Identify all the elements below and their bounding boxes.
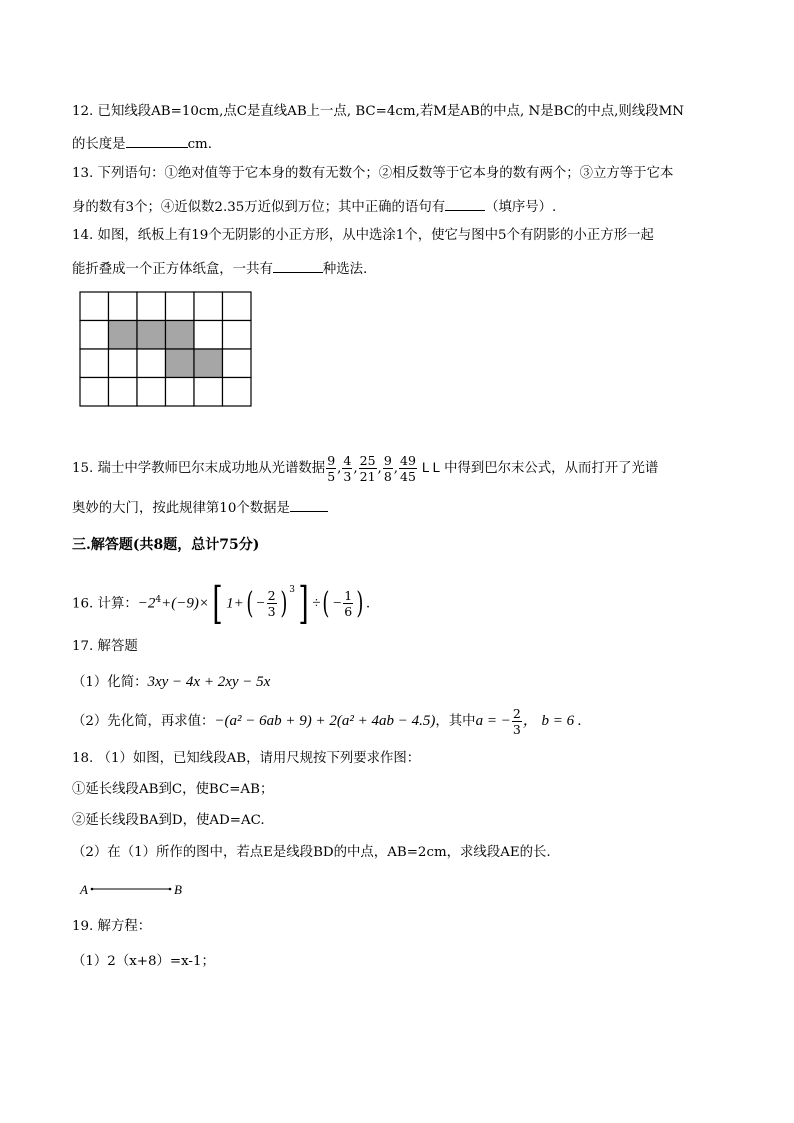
q15-fraction (383, 453, 393, 484)
q16-label: 16. 计算： (72, 596, 138, 612)
grid-cell[interactable] (223, 378, 252, 407)
q15-fraction (359, 453, 377, 484)
q13-line2-pre: 身的数有3个；④近似数2.35万近似到万位；其中正确的语句有 (72, 200, 446, 215)
q15-fraction (326, 453, 336, 484)
grid-cell[interactable] (223, 292, 252, 321)
q12-line2-pre: 的长度是 (72, 137, 126, 152)
q14-line2-post: 种选法. (322, 262, 368, 277)
grid-cell[interactable] (166, 292, 195, 321)
q17-p2-b: ， b = 6 . (522, 713, 582, 729)
q15-fraction-comma: , (337, 461, 342, 476)
q17-p2-expr: −(a² − 6ab + 9) + 2(a² + 4ab − 4.5) (214, 713, 436, 729)
q16-left-paren: ( (246, 585, 254, 621)
q15-answer-blank[interactable] (290, 497, 328, 512)
q16-minus-b: − (332, 595, 343, 612)
q18-line2: ①延长线段AB到C，使BC=AB； (72, 782, 274, 797)
q16-right-bracket: ] (298, 577, 309, 629)
q16-frac-b-num: 1 (344, 588, 353, 604)
q17-part1 (72, 673, 270, 692)
q16-frac-a (267, 588, 277, 619)
q14-line2-pre: 能折叠成一个正方体纸盒，一共有 (72, 262, 273, 277)
q16-div: ÷ (312, 595, 321, 612)
q18-label-a: A (80, 882, 88, 897)
q13-line1: 13. 下列语句：①绝对值等于它本身的数有无数个；②相反数等于它本身的数有两个；③立方等于它本 (72, 166, 674, 181)
q13-answer-blank[interactable] (445, 196, 485, 211)
q16-exp3: 3 (289, 585, 295, 595)
q16-right-paren: ) (279, 585, 287, 621)
q16-frac-b-den: 6 (344, 604, 353, 620)
q15-fraction-list (325, 453, 418, 484)
q16-right-paren-b: ) (356, 585, 364, 621)
q17-p2-frac-num: 2 (512, 706, 521, 721)
q18-segment-figure (78, 878, 198, 900)
q12-answer-blank[interactable] (126, 133, 188, 148)
q15-fraction-comma: , (393, 461, 399, 476)
grid-cell[interactable] (109, 292, 138, 321)
q15-fraction-den: 3 (343, 469, 352, 484)
q16-frac-a-den: 3 (267, 604, 276, 620)
q16-left-bracket: [ (212, 577, 223, 629)
q15-line1 (72, 448, 658, 488)
q15-pre: 15. 瑞士中学教师巴尔末成功地从光谱数据 (72, 461, 326, 476)
q18-line3: ②延长线段BA到D，使AD=AC. (72, 813, 265, 828)
grid-cell[interactable] (137, 292, 166, 321)
q16-frac-b (343, 588, 353, 619)
q13-line2-post: （填序号）. (485, 200, 557, 215)
grid-cell[interactable] (194, 321, 223, 350)
q15-fraction-num: 9 (383, 453, 392, 468)
q15-fraction-num: 4 (343, 453, 352, 468)
q14-square-grid (78, 290, 253, 410)
q12-line2 (72, 133, 212, 154)
q17-p2-a: a = − (475, 713, 511, 729)
grid-cell[interactable] (80, 292, 109, 321)
q16-line (72, 577, 371, 629)
q12-line1: 12. 已知线段AB=10cm,点C是直线AB上一点, BC=4cm,若M是AB的中点, N是BC的中点,则线段MN (72, 104, 685, 119)
q14-answer-blank[interactable] (273, 258, 323, 273)
grid-cell-shaded (109, 321, 138, 350)
q17-p2-label: （2）先化简，再求值： (72, 714, 215, 729)
q17-part2 (72, 704, 582, 738)
q17-p2-frac (512, 706, 522, 737)
q16-frac-a-num: 2 (267, 588, 276, 604)
grid-cell[interactable] (223, 321, 252, 350)
grid-cell[interactable] (109, 349, 138, 378)
q16-exp4: 4 (155, 595, 162, 605)
q13-line2 (72, 196, 556, 217)
grid-cell[interactable] (80, 321, 109, 350)
q17-p1-label: （1）化简： (72, 675, 148, 690)
q15-fraction-den: 21 (359, 469, 376, 484)
q16-end: . (365, 596, 371, 612)
grid-cell[interactable] (80, 378, 109, 407)
q15-post: 中得到巴尔末公式，从而打开了光谱 (444, 461, 659, 476)
q15-fraction-den: 5 (327, 469, 336, 484)
grid-cell-shaded (166, 321, 195, 350)
q19-line1: 19. 解方程： (72, 919, 152, 934)
grid-cell[interactable] (194, 378, 223, 407)
grid-cell[interactable] (137, 349, 166, 378)
q15-fraction-comma: , (377, 461, 382, 476)
grid-cell-shaded (194, 349, 223, 378)
q15-line2-pre: 奥妙的大门，按此规律第10个数据是 (72, 501, 290, 516)
q15-fraction (342, 453, 352, 484)
q18-point-b (169, 888, 172, 891)
q17-title: 17. 解答题 (72, 639, 138, 654)
q16-expr-start: −2 (137, 595, 156, 612)
q14-line2 (72, 258, 367, 279)
q15-fraction-den: 8 (383, 469, 392, 484)
q15-fraction-num: 25 (359, 453, 376, 468)
q19-line2: （1）2（x+8）=x-1； (72, 954, 215, 969)
grid-cell-shaded (137, 321, 166, 350)
q12-line2-post: cm. (187, 137, 213, 152)
q17-p2-mid: ，其中 (435, 714, 476, 729)
q15-fraction (399, 453, 417, 484)
q15-fraction-num: 49 (400, 453, 416, 468)
q15-line2 (72, 497, 328, 518)
section3-title: 三.解答题(共8题，总计75分) (72, 537, 260, 553)
q16-one-plus: 1+ (226, 595, 244, 612)
q17-p2-frac-den: 3 (512, 722, 521, 737)
q15-fraction-den: 45 (400, 469, 416, 484)
q16-minus-a: − (255, 595, 266, 612)
q18-point-a (91, 888, 94, 891)
q15-fraction-comma: , (353, 461, 358, 476)
grid-cell[interactable] (223, 349, 252, 378)
q18-line1: 18. （1）如图，已知线段AB，请用尺规按下列要求作图： (72, 751, 421, 766)
grid-cell[interactable] (109, 378, 138, 407)
grid-cell[interactable] (166, 378, 195, 407)
grid-cell[interactable] (80, 349, 109, 378)
q17-p1-expr: 3xy − 4x + 2xy − 5x (147, 674, 271, 690)
grid-cell-shaded (166, 349, 195, 378)
grid-cell[interactable] (194, 292, 223, 321)
q18-label-b: B (174, 882, 182, 897)
q18-line4: （2）在（1）所作的图中，若点E是线段BD的中点，AB=2cm，求线段AE的长. (72, 845, 551, 860)
q14-line1: 14. 如图，纸板上有19个无阴影的小正方形，从中选涂1个，使它与图中5个有阴影的小正方形一起 (72, 228, 654, 243)
q15-ellipsis: L L (421, 460, 441, 475)
q16-expr-mid: +(−9)× (161, 595, 209, 612)
grid-cell[interactable] (137, 378, 166, 407)
q16-left-paren-b: ( (322, 585, 330, 621)
q15-fraction-num: 9 (327, 453, 336, 468)
